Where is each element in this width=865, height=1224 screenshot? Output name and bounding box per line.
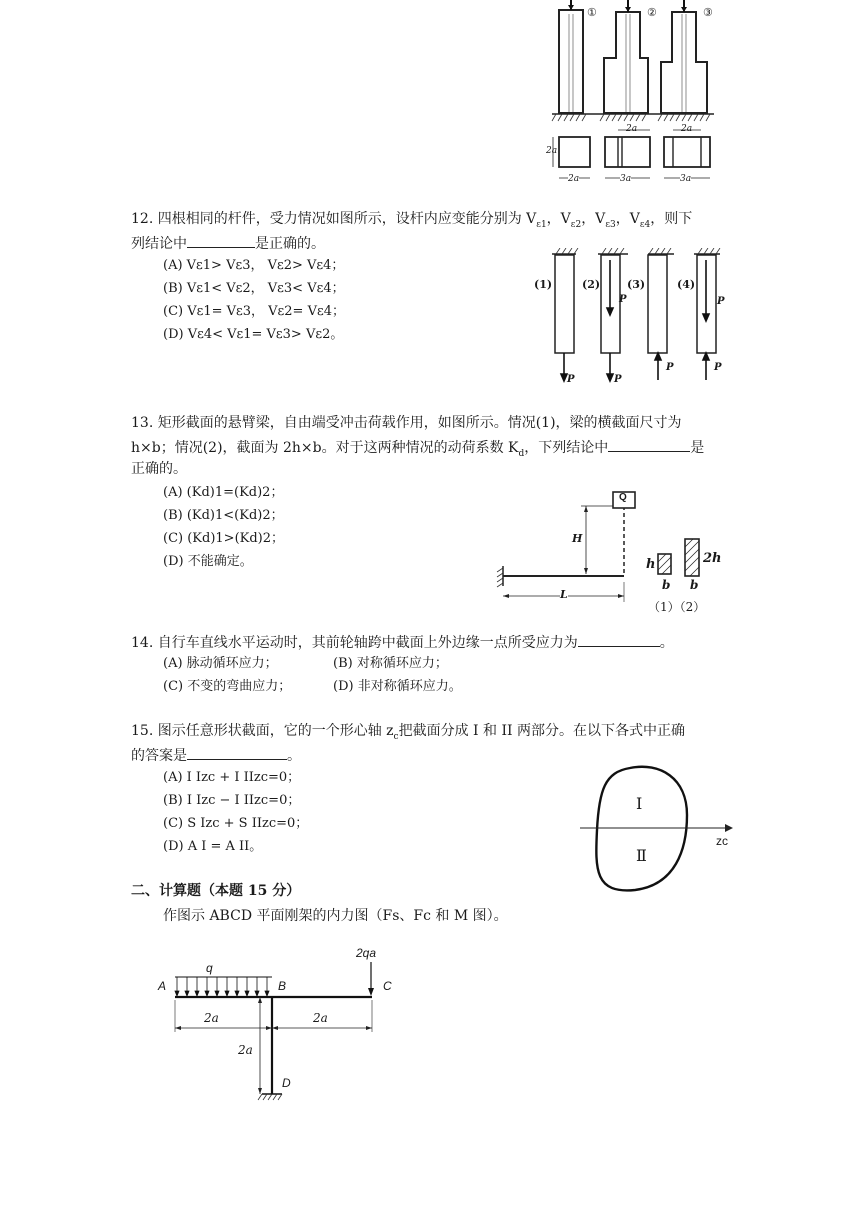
section2-text: 作图示 ABCD 平面刚架的内力图（Fs、Fc 和 M 图）。: [163, 908, 508, 924]
q13-fig-h: h: [646, 557, 656, 572]
q13-fig-2h: 2h: [703, 551, 722, 566]
q15-option-b[interactable]: (B) I Izc − I IIzc=0；: [163, 793, 301, 808]
frame-q: q: [206, 961, 213, 975]
q13-fig-Q: Q: [619, 492, 627, 503]
q15-fig-axis: zc: [716, 834, 728, 848]
q12-option-c[interactable]: (C) Vε1= Vε3， Vε2= Vε4；: [163, 304, 345, 319]
q12-load-1: P: [567, 374, 575, 385]
q15-options: [163, 766, 308, 858]
q12-option-b[interactable]: (B) Vε1< Vε2， Vε3< Vε4；: [163, 281, 345, 296]
q12-option-d[interactable]: (D) Vε4< Vε1= Vε3> Vε2。: [163, 327, 344, 342]
frame-node-b: B: [278, 979, 287, 993]
q13-answer-blank[interactable]: [608, 435, 690, 452]
q12-load-4-mid: P: [717, 296, 725, 307]
section-title: 二、计算题（本题 15 分）: [131, 883, 301, 899]
q12-fig-label-3: (3): [627, 278, 646, 291]
figure-q12-bars: [530, 248, 735, 393]
q14-option-c[interactable]: (C) 不变的弯曲应力；: [163, 679, 292, 694]
q13-option-d[interactable]: (D) 不能确定。: [163, 554, 253, 569]
q12-fig-label-4: (4): [677, 278, 696, 291]
q13-option-b[interactable]: (B) (Kd)1<(Kd)2；: [163, 508, 284, 523]
q13-line2: h×b；情况(2)，截面为 2h×b。对于这两种情况的动荷系数 $K_d$，下列结论中 是: [131, 435, 741, 466]
q15-option-a[interactable]: (A) I Izc + I IIzc=0；: [163, 770, 301, 785]
q13-options: [163, 481, 284, 573]
q13-fig-b2: b: [690, 578, 699, 592]
fig-dim-bottom-2: 3a: [620, 174, 632, 184]
frame-node-c: C: [383, 979, 392, 993]
frame-dim-vertical: 2a: [238, 1043, 253, 1057]
q12-options: [163, 254, 345, 346]
q13-option-c[interactable]: (C) (Kd)1>(Kd)2；: [163, 531, 285, 546]
fig-dim-h: 2a: [546, 146, 558, 156]
q13-fig-b1: b: [662, 578, 671, 592]
q15-option-c[interactable]: (C) S Izc + S IIzc=0；: [163, 816, 309, 831]
fig-label-3: ③: [703, 6, 713, 19]
figure-q13-cantilever: [495, 486, 735, 606]
q13-option-a[interactable]: (A) (Kd)1=(Kd)2；: [163, 485, 284, 500]
q15-answer-blank[interactable]: [187, 743, 287, 760]
q15-option-d[interactable]: (D) A I = A II。: [163, 839, 263, 854]
q12-option-a[interactable]: (A) Vε1> Vε3， Vε2> Vε4；: [163, 258, 345, 273]
frame-dim-right: 2a: [313, 1011, 328, 1025]
q12-line2: 列结论中 是正确的。: [131, 231, 325, 256]
q12-load-2: P: [614, 374, 622, 385]
q14-option-a[interactable]: (A) 脉动循环应力；: [163, 656, 278, 671]
q15-fig-region-1: Ⅰ: [636, 794, 643, 813]
fig-dim-top-2: 2a: [626, 124, 638, 134]
q13-fig-H: H: [572, 532, 583, 545]
frame-node-d: D: [282, 1076, 291, 1090]
q14-option-d[interactable]: (D) 非对称循环应力。: [333, 679, 462, 694]
figure-q15-section: [575, 760, 735, 895]
q15-line1: 15. 图示任意形状截面，它的一个形心轴 $z_c$把截面分成 I 和 II 两部分。在以下各式中正确: [131, 723, 685, 742]
frame-dim-left: 2a: [204, 1011, 219, 1025]
fig-dim-bottom-1: 2a: [568, 174, 580, 184]
q15-line2: 的答案是 。: [131, 743, 301, 768]
q14-line1: 14. 自行车直线水平运动时，其前轮轴跨中截面上外边缘一点所受应力为 。: [131, 630, 674, 655]
frame-node-a: A: [158, 979, 167, 993]
q13-line1: 13. 矩形截面的悬臂梁，自由端受冲击荷载作用，如图所示。情况(1)，梁的横截面尺寸为: [131, 415, 682, 431]
q13-fig-cases: （1）（2）: [648, 600, 706, 614]
q12-answer-blank[interactable]: [187, 231, 255, 248]
q12-fig-label-2: (2): [582, 278, 601, 291]
q13-line3: 正确的。: [131, 461, 187, 477]
q12-load-3: P: [666, 362, 674, 373]
figure-columns: [540, 0, 720, 190]
figure-frame-abcd: [150, 940, 410, 1110]
fig-label-2: ②: [647, 6, 657, 19]
q14-option-b[interactable]: (B) 对称循环应力；: [333, 656, 448, 671]
q13-fig-L: L: [560, 588, 568, 601]
q14-answer-blank[interactable]: [578, 630, 660, 647]
fig-dim-bottom-3: 3a: [680, 174, 692, 184]
q12-load-4: P: [714, 362, 722, 373]
fig-dim-top-3: 2a: [681, 124, 693, 134]
fig-label-1: ①: [587, 6, 597, 19]
q12-load-2-mid: P: [619, 294, 627, 305]
q12-line1: 12. 四根相同的杆件，受力情况如图所示，设杆内应变能分别为 $V_{\varepsilon 1}$，$V_{\varepsilon 2}$，$V_{\varepsilon 3}$，$V_{\varepsilon 4}$，则下: [131, 211, 693, 230]
frame-load-2qa: 2qa: [356, 946, 377, 960]
q15-fig-region-2: Ⅱ: [636, 846, 647, 865]
q12-fig-label-1: (1): [534, 278, 553, 291]
